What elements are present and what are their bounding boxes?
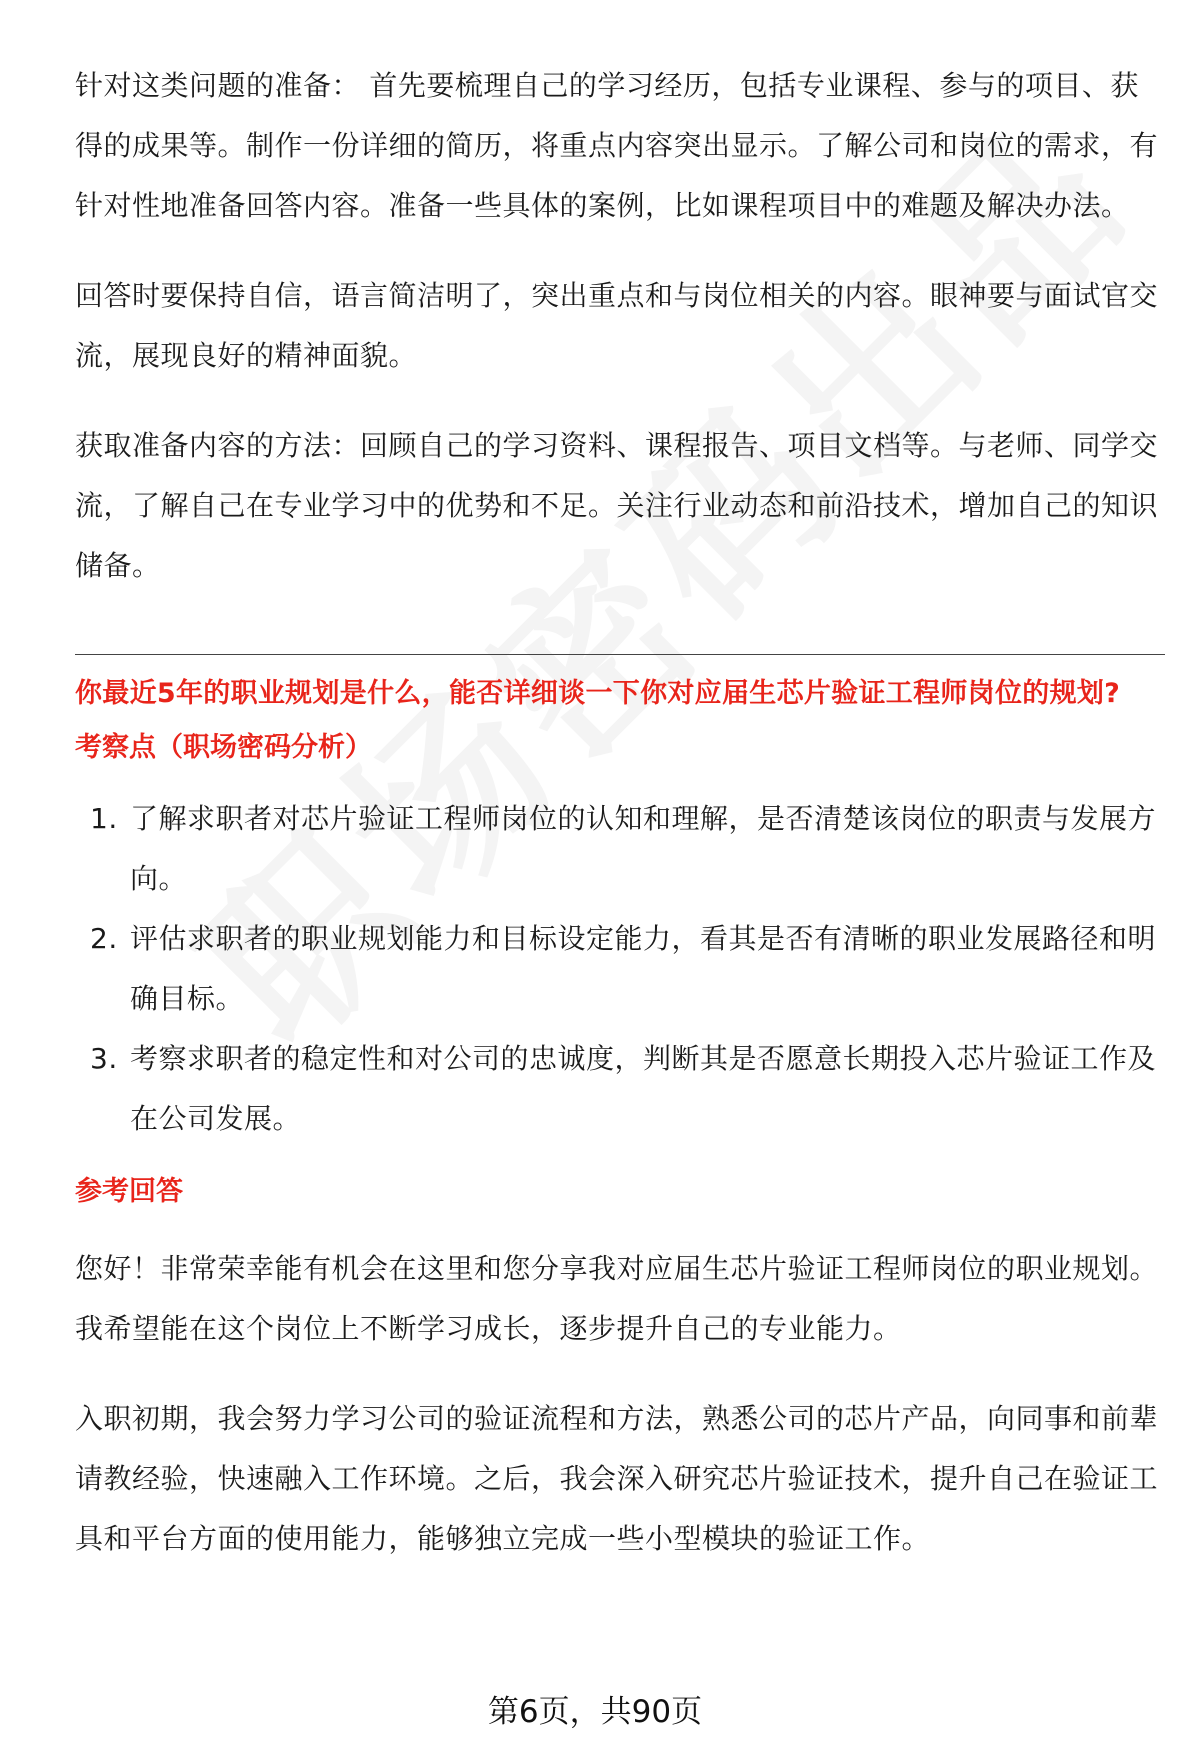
exam-points-heading: 考察点（职场密码分析） (75, 732, 372, 763)
list-number: 3. (90, 1042, 118, 1075)
answer-paragraph-2: 入职初期，我会努力学习公司的验证流程和方法，熟悉公司的芯片产品，向同事和前辈请教经验，快速融入工作环境。之后，我会深入研究芯片验证技术，提升自己在验证工具和平台方面的使用能力，能够独立完成一些小型模块的验证工作。 (75, 1402, 1159, 1555)
list-number: 2. (90, 922, 118, 955)
exam-point-item (75, 1029, 1165, 1149)
exam-point-item (75, 789, 1165, 909)
exam-point-item (75, 909, 1165, 1029)
document-page (75, 56, 1165, 1569)
list-number: 1. (90, 802, 118, 835)
intro-paragraph-2: 回答时要保持自信，语言简洁明了，突出重点和与岗位相关的内容。眼神要与面试官交流，展现良好的精神面貌。 (75, 279, 1159, 372)
exam-points-list (75, 789, 1165, 1149)
exam-point-text: 考察求职者的稳定性和对公司的忠诚度，判断其是否愿意长期投入芯片验证工作及在公司发展。 (130, 1042, 1157, 1135)
exam-point-text: 了解求职者对芯片验证工程师岗位的认知和理解，是否清楚该岗位的职责与发展方向。 (130, 802, 1157, 895)
question-heading: 你最近5年的职业规划是什么，能否详细谈一下你对应届生芯片验证工程师岗位的规划? (75, 678, 1121, 709)
intro-paragraph-1: 针对这类问题的准备： 首先要梳理自己的学习经历，包括专业课程、参与的项目、获得的成果等。制作一份详细的简历，将重点内容突出显示。了解公司和岗位的需求，有针对性地准备回答内容。准备一些具体的案例，比如课程项目中的难题及解决办法。 (75, 69, 1159, 222)
answer-paragraph-1: 您好！非常荣幸能有机会在这里和您分享我对应届生芯片验证工程师岗位的职业规划。我希望能在这个岗位上不断学习成长，逐步提升自己的专业能力。 (75, 1252, 1159, 1345)
intro-paragraph-3: 获取准备内容的方法：回顾自己的学习资料、课程报告、项目文档等。与老师、同学交流，了解自己在专业学习中的优势和不足。关注行业动态和前沿技术，增加自己的知识储备。 (75, 429, 1159, 582)
reference-answer-heading: 参考回答 (75, 1176, 183, 1207)
exam-point-text: 评估求职者的职业规划能力和目标设定能力，看其是否有清晰的职业发展路径和明确目标。 (130, 922, 1157, 1015)
section-divider (75, 654, 1165, 655)
page-number-footer: 第6页，共90页 (487, 1694, 703, 1730)
